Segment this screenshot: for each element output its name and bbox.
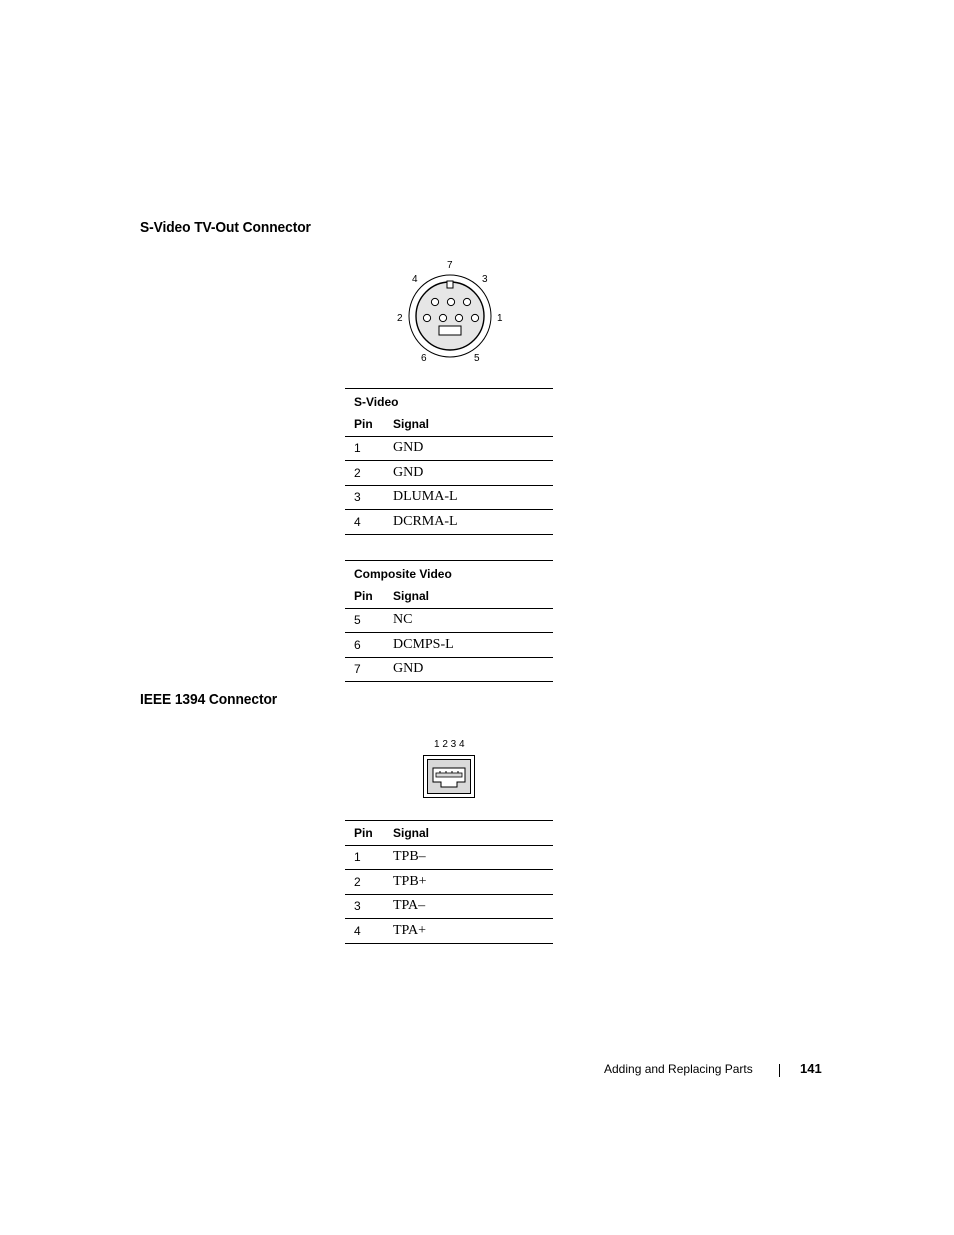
ieee1394-heading: IEEE 1394 Connector [140, 691, 278, 708]
pin-cell: 2 [345, 461, 393, 486]
table-row [345, 894, 553, 919]
pin-cell: 7 [345, 657, 393, 682]
table-row [345, 485, 553, 510]
table-row [345, 510, 553, 535]
svideo-pin [455, 314, 462, 321]
svideo-pin [447, 298, 454, 305]
svideo-table-caption: S-Video [345, 389, 553, 413]
signal-cell: GND [393, 657, 553, 682]
svideo-bottom-key [439, 326, 461, 335]
svideo-pin [463, 298, 470, 305]
signal-cell: TPB+ [393, 870, 553, 895]
table-row [345, 870, 553, 895]
table-row [345, 845, 553, 870]
table-row [345, 633, 553, 658]
svideo-pin [423, 314, 430, 321]
svideo-pin-table [345, 388, 553, 535]
signal-cell: NC [393, 608, 553, 633]
composite-col-signal: Signal [393, 584, 553, 608]
ieee1394-col-signal: Signal [393, 821, 553, 846]
pin-cell: 2 [345, 870, 393, 895]
composite-col-pin: Pin [345, 584, 393, 608]
composite-table-caption: Composite Video [345, 561, 553, 585]
pin-cell: 1 [345, 436, 393, 461]
signal-cell: TPA+ [393, 919, 553, 944]
signal-cell: DLUMA-L [393, 485, 553, 510]
signal-cell: DCMPS-L [393, 633, 553, 658]
pin-cell: 6 [345, 633, 393, 658]
table-row [345, 461, 553, 486]
signal-cell: TPA– [393, 894, 553, 919]
pin-cell: 1 [345, 845, 393, 870]
svideo-pin [431, 298, 438, 305]
signal-cell: TPB– [393, 845, 553, 870]
pin-cell: 4 [345, 510, 393, 535]
svideo-pin-label-4: 4 [412, 274, 418, 285]
svideo-pin-label-7: 7 [447, 260, 453, 271]
ieee1394-connector-diagram [420, 735, 480, 801]
signal-cell: DCRMA-L [393, 510, 553, 535]
ieee1394-pin-table [345, 820, 553, 944]
pin-cell: 5 [345, 608, 393, 633]
svideo-heading: S-Video TV-Out Connector [140, 219, 311, 236]
svideo-top-key [447, 281, 453, 288]
signal-cell: GND [393, 436, 553, 461]
pin-cell: 4 [345, 919, 393, 944]
svideo-pin-label-6: 6 [421, 353, 427, 364]
table-row [345, 919, 553, 944]
table-row [345, 436, 553, 461]
footer-divider [779, 1064, 780, 1077]
svideo-col-pin: Pin [345, 412, 393, 436]
svideo-pin-label-5: 5 [474, 353, 480, 364]
table-row [345, 657, 553, 682]
composite-pin-table [345, 560, 553, 682]
ieee1394-col-pin: Pin [345, 821, 393, 846]
page-number: 141 [800, 1061, 822, 1076]
table-row [345, 608, 553, 633]
pin-cell: 3 [345, 485, 393, 510]
footer-section-title: Adding and Replacing Parts [604, 1062, 753, 1076]
svideo-pin [471, 314, 478, 321]
signal-cell: GND [393, 461, 553, 486]
svideo-pin-label-2: 2 [397, 313, 403, 324]
pin-cell: 3 [345, 894, 393, 919]
ieee1394-pin-labels: 1 2 3 4 [434, 739, 465, 750]
svideo-pin-label-1: 1 [497, 313, 503, 324]
svideo-col-signal: Signal [393, 412, 553, 436]
svideo-pin-label-3: 3 [482, 274, 488, 285]
svideo-pin [439, 314, 446, 321]
svideo-connector-diagram [390, 255, 510, 367]
ieee1394-contact-tongue [436, 773, 462, 777]
